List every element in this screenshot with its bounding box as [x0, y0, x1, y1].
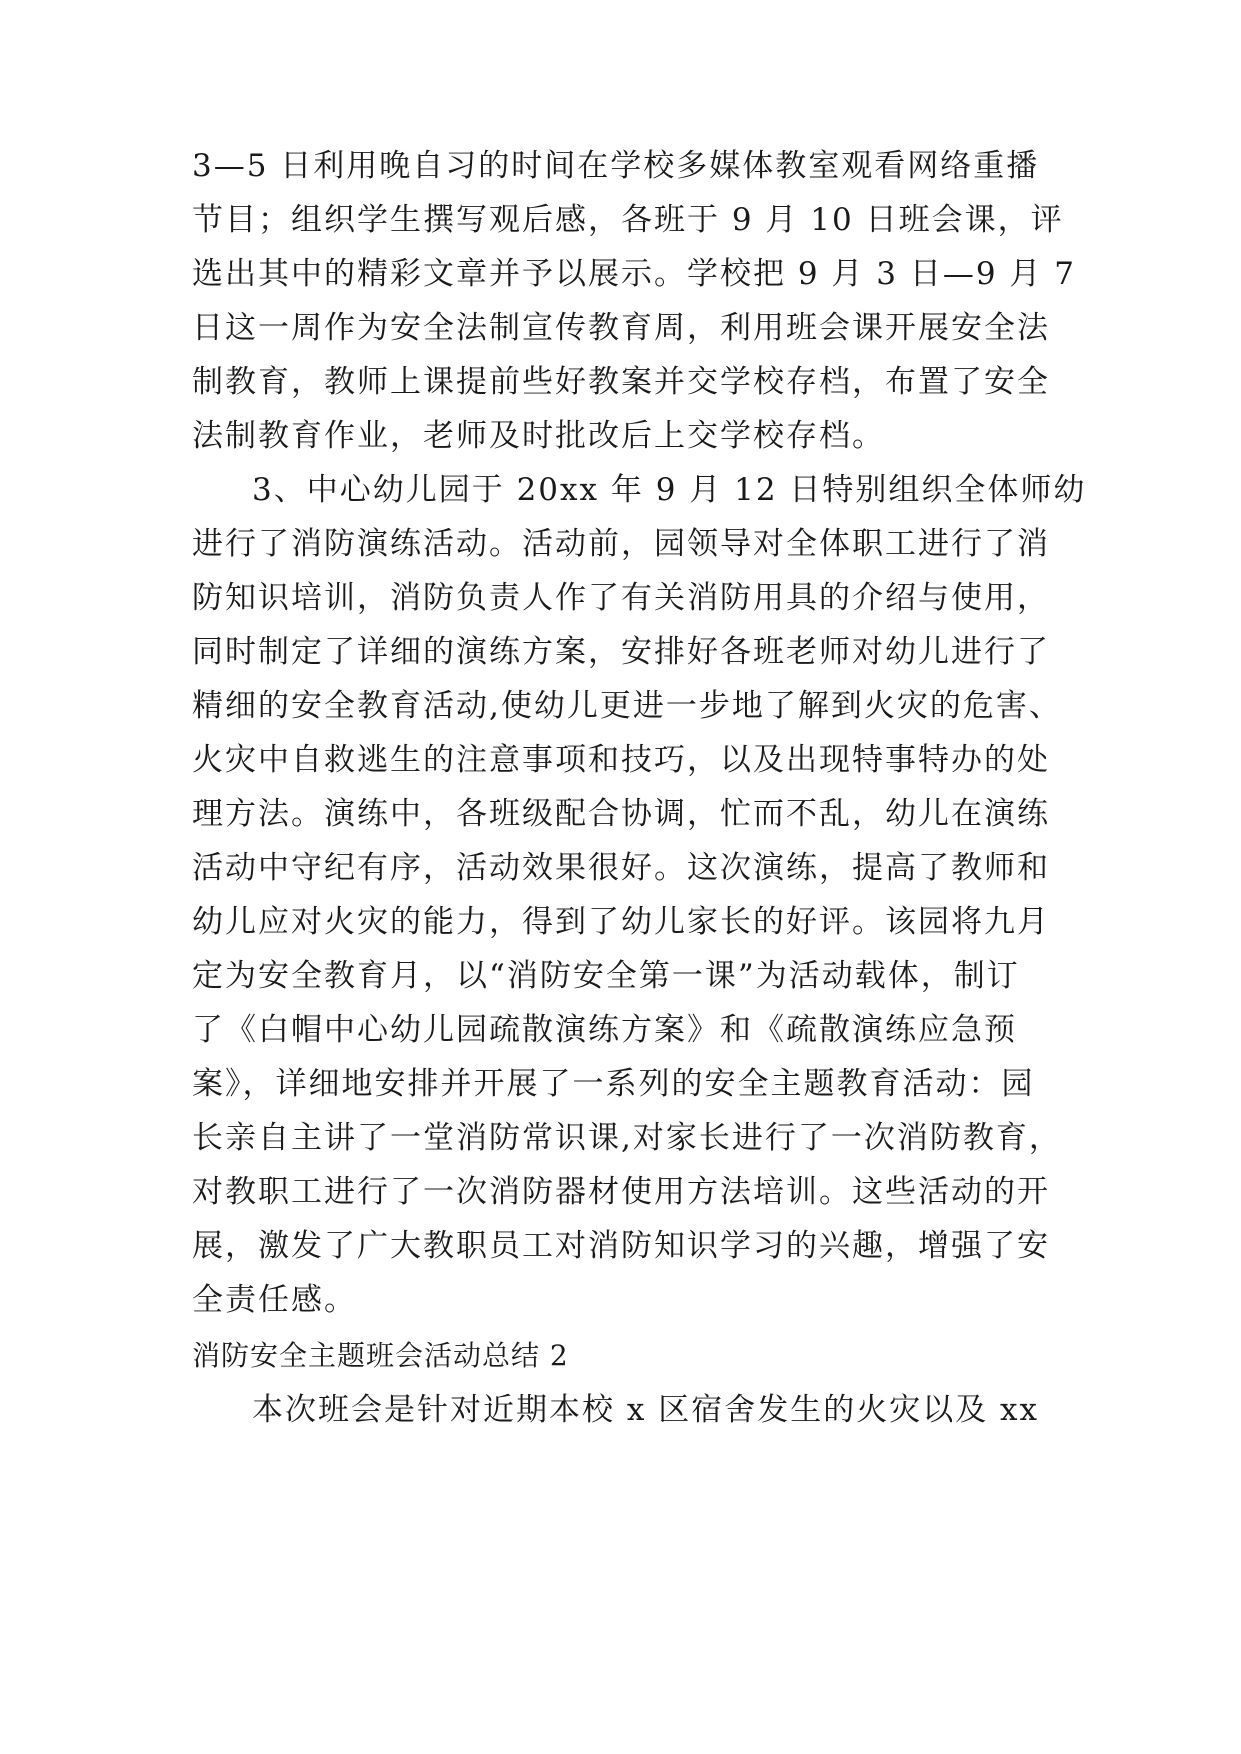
paragraph-2-line-9: 幼儿应对火灾的能力，得到了幼儿家长的好评。该园将九月 — [192, 904, 1050, 940]
paragraph-2-line-15: 展，激发了广大教职员工对消防知识学习的兴趣，增强了安 — [192, 1228, 1050, 1264]
paragraph-1-line-6: 法制教育作业，老师及时批改后上交学校存档。 — [192, 418, 885, 454]
paragraph-2-line-13: 长亲自主讲了一堂消防常识课,对家长进行了一次消防教育， — [192, 1120, 1062, 1156]
paragraph-2-line-8: 活动中守纪有序，活动效果很好。这次演练，提高了教师和 — [192, 850, 1050, 886]
paragraph-2-line-10: 定为安全教育月，以“消防安全第一课”为活动载体，制订 — [192, 958, 1020, 994]
paragraph-1-line-3: 选出其中的精彩文章并予以展示。学校把 9 月 3 日—9 月 7 — [192, 256, 1077, 292]
paragraph-2-line-16: 全责任感。 — [192, 1282, 357, 1318]
paragraph-1-line-5: 制教育，教师上课提前些好教案并交学校存档，布置了安全 — [192, 364, 1050, 400]
paragraph-2-line-1: 3、中心幼儿园于 20xx 年 9 月 12 日特别组织全体师幼 — [252, 472, 1087, 508]
paragraph-2-line-4: 同时制定了详细的演练方案，安排好各班老师对幼儿进行了 — [192, 634, 1050, 670]
paragraph-2-line-3: 防知识培训，消防负责人作了有关消防用具的介绍与使用， — [192, 580, 1050, 616]
section-title: 消防安全主题班会活动总结 2 — [192, 1339, 569, 1372]
paragraph-2-line-6: 火灾中自救逃生的注意事项和技巧，以及出现特事特办的处 — [192, 742, 1050, 778]
paragraph-3-line-1: 本次班会是针对近期本校 x 区宿舍发生的火灾以及 xx — [252, 1392, 1040, 1428]
paragraph-1-line-1: 3—5 日利用晚自习的时间在学校多媒体教室观看网络重播 — [192, 148, 1040, 184]
paragraph-2-line-14: 对教职工进行了一次消防器材使用方法培训。这些活动的开 — [192, 1174, 1050, 1210]
paragraph-2-line-11: 了《白帽中心幼儿园疏散演练方案》和《疏散演练应急预 — [192, 1012, 1017, 1048]
paragraph-2-line-12: 案》，详细地安排并开展了一系列的安全主题教育活动：园 — [192, 1066, 1035, 1102]
paragraph-2-line-5: 精细的安全教育活动,使幼儿更进一步地了解到火灾的危害、 — [192, 688, 1062, 724]
paragraph-2-line-7: 理方法。演练中，各班级配合协调，忙而不乱，幼儿在演练 — [192, 796, 1050, 832]
paragraph-1-line-4: 日这一周作为安全法制宣传教育周，利用班会课开展安全法 — [192, 310, 1050, 346]
paragraph-2-line-2: 进行了消防演练活动。活动前，园领导对全体职工进行了消 — [192, 526, 1050, 562]
paragraph-1-line-2: 节目；组织学生撰写观后感，各班于 9 月 10 日班会课，评 — [192, 202, 1064, 238]
